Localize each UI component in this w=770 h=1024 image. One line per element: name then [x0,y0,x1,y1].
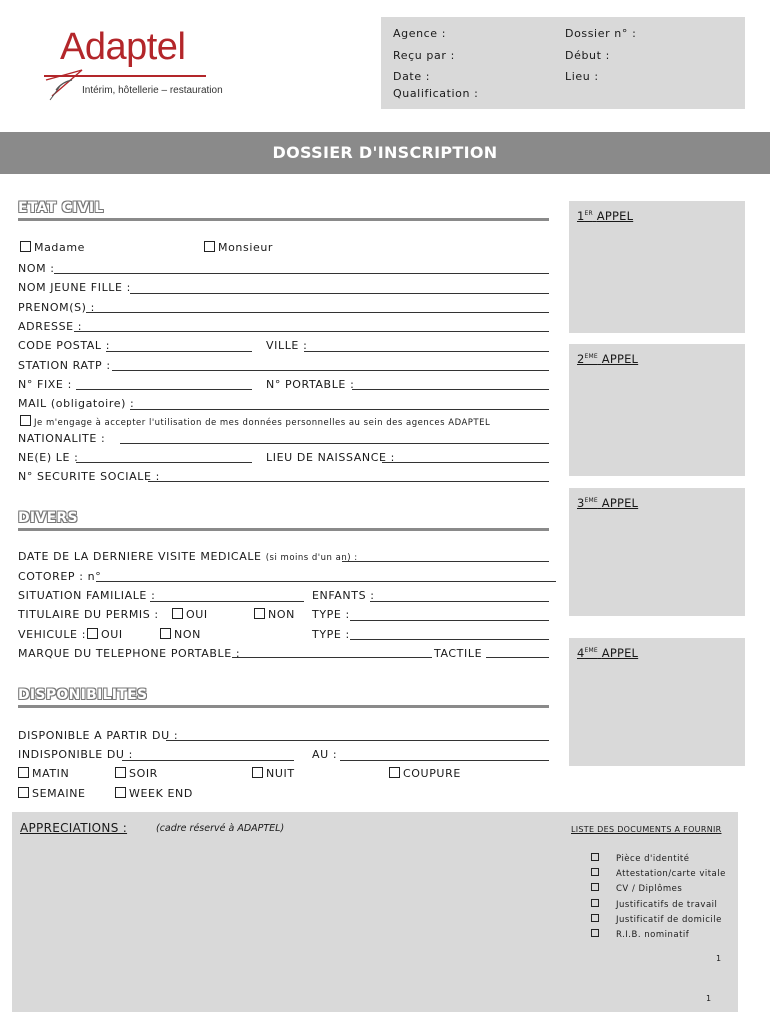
document-item: Justificatifs de travail [591,898,726,913]
nom-label: NOM : [18,262,55,275]
semaine-checkbox[interactable] [18,787,29,798]
matin-option[interactable]: MATIN [18,767,69,780]
nationalite-field[interactable] [120,443,549,444]
vehicule-oui-option[interactable]: OUI [87,628,123,641]
cotorep-label: COTOREP : n° [18,570,102,583]
au-label: AU : [312,748,338,761]
coupure-checkbox[interactable] [389,767,400,778]
coupure-option[interactable]: COUPURE [389,767,461,780]
indisponible-label: INDISPONIBLE DU : [18,748,133,761]
week-end-option[interactable]: WEEK END [115,787,193,800]
indisponible-field[interactable] [122,760,294,761]
permis-oui-checkbox[interactable] [172,608,183,619]
station-ratp-field[interactable] [112,370,549,371]
etat-civil-heading: ETAT CIVIL [18,200,104,216]
monsieur-option[interactable] [204,241,273,254]
document-item: R.I.B. nominatif [591,928,726,943]
partir-du-field[interactable] [166,740,549,741]
code-postal-label: CODE POSTAL : [18,339,111,352]
logo-name: Adaptel [60,26,186,68]
portable-label: N° PORTABLE : [266,378,355,391]
document-item: Justificatif de domicile [591,913,726,928]
page-title: DOSSIER D'INSCRIPTION [272,143,498,162]
etat-civil-rule [18,218,549,221]
permis-label: TITULAIRE DU PERMIS : [18,608,159,621]
adresse-label: ADRESSE : [18,320,83,333]
vehicule-type-field[interactable] [350,639,549,640]
au-field[interactable] [340,760,549,761]
document-item: CV / Diplômes [591,882,726,897]
nom-field[interactable] [54,273,549,274]
document-checkbox[interactable] [591,929,599,937]
logo-tagline: Intérim, hôtellerie – restauration [82,85,223,96]
disponibilites-heading: DISPONIBILITES [18,687,148,703]
code-postal-field[interactable] [106,351,252,352]
appreciations-box[interactable] [12,812,738,1012]
nationalite-label: NATIONALITE : [18,432,106,445]
documents-list [591,852,726,943]
divers-rule [18,528,549,531]
vehicule-type-label: TYPE : [312,628,350,641]
ville-label: VILLE : [266,339,308,352]
appel-box-4[interactable] [569,638,745,766]
logo [38,24,228,104]
soir-checkbox[interactable] [115,767,126,778]
visite-medicale-label: DATE DE LA DERNIERE VISITE MEDICALE (si moins d'un an) : [18,550,358,563]
vehicule-non-checkbox[interactable] [160,628,171,639]
dossier-label: Dossier n° : [565,27,637,40]
enfants-field[interactable] [370,601,549,602]
qualification-label: Qualification : [393,87,479,100]
fixe-field[interactable] [76,389,252,390]
prenoms-label: PRENOM(S) : [18,301,95,314]
document-checkbox[interactable] [591,853,599,861]
partir-du-label: DISPONIBLE A PARTIR DU : [18,729,179,742]
consent-option[interactable] [20,415,490,428]
mail-field[interactable] [130,409,549,410]
visite-medicale-field[interactable] [342,561,549,562]
marque-tel-field[interactable] [232,657,432,658]
document-checkbox[interactable] [591,883,599,891]
enfants-label: ENFANTS : [312,589,375,602]
document-item: Pièce d'identité [591,852,726,867]
nom-jeune-fille-label: NOM JEUNE FILLE : [18,281,131,294]
vehicule-non-option[interactable]: NON [160,628,201,641]
document-item: Attestation/carte vitale [591,867,726,882]
document-checkbox[interactable] [591,899,599,907]
ville-field[interactable] [304,351,549,352]
disponibilites-rule [18,705,549,708]
madame-checkbox[interactable] [20,241,31,252]
documents-heading: LISTE DES DOCUMENTS A FOURNIR [571,825,722,834]
securite-sociale-field[interactable] [148,481,549,482]
monsieur-checkbox[interactable] [204,241,215,252]
outer-page-number: 1 [706,994,712,1003]
nom-jeune-fille-field[interactable] [130,293,549,294]
prenoms-field[interactable] [86,312,549,313]
permis-non-checkbox[interactable] [254,608,265,619]
adresse-field[interactable] [74,331,549,332]
permis-non-option[interactable]: NON [254,608,295,621]
appreciations-label: APPRECIATIONS : [20,821,128,835]
lieu-label: Lieu : [565,70,599,83]
madame-label: Madame [34,241,86,254]
appreciations-note: (cadre réservé à ADAPTEL) [156,823,285,834]
situation-label: SITUATION FAMILIALE : [18,589,156,602]
ne-le-field[interactable] [76,462,252,463]
lieu-naissance-field[interactable] [382,462,549,463]
permis-oui-option[interactable]: OUI [172,608,208,621]
appel-1-label: 1ER APPEL [577,209,634,223]
header-info-box [381,17,745,109]
portable-field[interactable] [352,389,549,390]
matin-checkbox[interactable] [18,767,29,778]
recu-par-label: Reçu par : [393,49,455,62]
station-ratp-label: STATION RATP : [18,359,111,372]
securite-sociale-label: N° SECURITE SOCIALE : [18,470,160,483]
appel-3-label: 3EME APPEL [577,496,639,510]
cotorep-field[interactable] [96,581,556,582]
lieu-naissance-label: LIEU DE NAISSANCE : [266,451,395,464]
week-end-checkbox[interactable] [115,787,126,798]
title-bar [0,132,770,174]
agence-label: Agence : [393,27,447,40]
ne-le-label: NE(E) LE : [18,451,79,464]
document-checkbox[interactable] [591,914,599,922]
appel-2-label: 2EME APPEL [577,352,639,366]
madame-option[interactable] [20,241,85,254]
appel-box-2[interactable] [569,344,745,476]
document-checkbox[interactable] [591,868,599,876]
permis-type-field[interactable] [350,620,549,621]
debut-label: Début : [565,49,610,62]
tactile-label: TACTILE [434,647,483,660]
mail-label: MAIL (obligatoire) : [18,397,135,410]
divers-heading: DIVERS [18,510,78,526]
date-label: Date : [393,70,431,83]
vehicule-label: VEHICULE : [18,628,87,641]
appel-box-3[interactable] [569,488,745,616]
inner-page-number: 1 [716,954,722,963]
consent-checkbox[interactable] [20,415,31,426]
nuit-checkbox[interactable] [252,767,263,778]
appel-4-label: 4EME APPEL [577,646,639,660]
consent-label: Je m'engage à accepter l'utilisation de mes données personnelles au sein des agences ADAPTEL [34,418,491,428]
appel-box-1[interactable] [569,201,745,333]
nuit-option[interactable]: NUIT [252,767,295,780]
monsieur-label: Monsieur [218,241,274,254]
permis-type-label: TYPE : [312,608,350,621]
fixe-label: N° FIXE : [18,378,72,391]
semaine-option[interactable]: SEMAINE [18,787,86,800]
tactile-field[interactable] [486,657,549,658]
situation-field[interactable] [150,601,304,602]
vehicule-oui-checkbox[interactable] [87,628,98,639]
marque-tel-label: MARQUE DU TELEPHONE PORTABLE : [18,647,241,660]
soir-option[interactable]: SOIR [115,767,158,780]
